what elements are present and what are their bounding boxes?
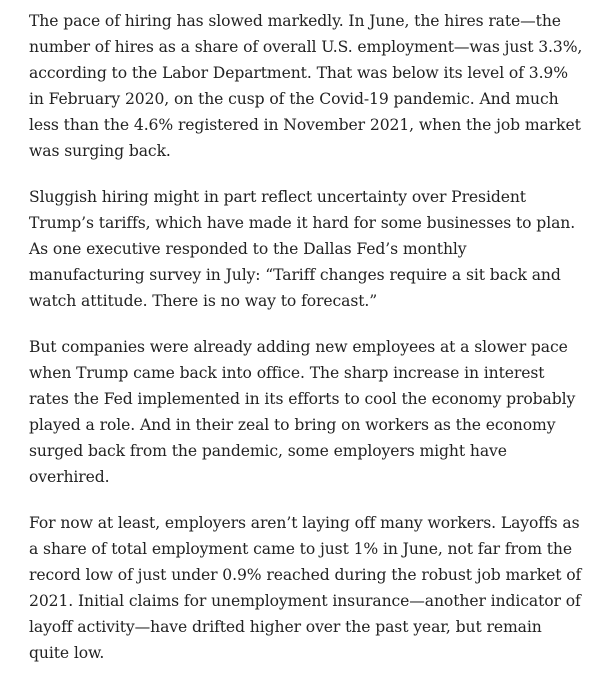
- article-paragraph: But companies were already adding new employees at a slower pace when Trump came back into office. The sharp increase in interest rates the Fed implemented in its efforts to cool the economy probably played a role. And in their zeal to bring on workers as the economy surged back from the pandemic, some employers might have overhired.: [29, 338, 576, 486]
- article-paragraph: For now at least, employers aren’t laying off many workers. Layoffs as a share of total employment came to just 1% in June, not far from the record low of just under 0.9% reached during the robust job market of 2021. Initial claims for unemployment insurance—another indicator of layoff activity—have drifted higher over the past year, but remain quite low.: [29, 514, 582, 662]
- article-paragraph: Sluggish hiring might in part reflect uncertainty over President Trump’s tariffs, which have made it hard for some businesses to plan. As one executive responded to the Dallas Fed’s monthly manufacturing survey in July: “Tariff changes require a sit back and watch attitude. There is no way to forecast.”: [29, 188, 576, 310]
- article-body: [29, 8, 585, 686]
- article-paragraph: The pace of hiring has slowed markedly. In June, the hires rate—the number of hires as a share of overall U.S. employment—was just 3.3%, according to the Labor Department. That was below its level of 3.9% in February 2020, on the cusp of the Covid-19 pandemic. And much less than the 4.6% registered in November 2021, when the job market was surging back.: [29, 12, 583, 160]
